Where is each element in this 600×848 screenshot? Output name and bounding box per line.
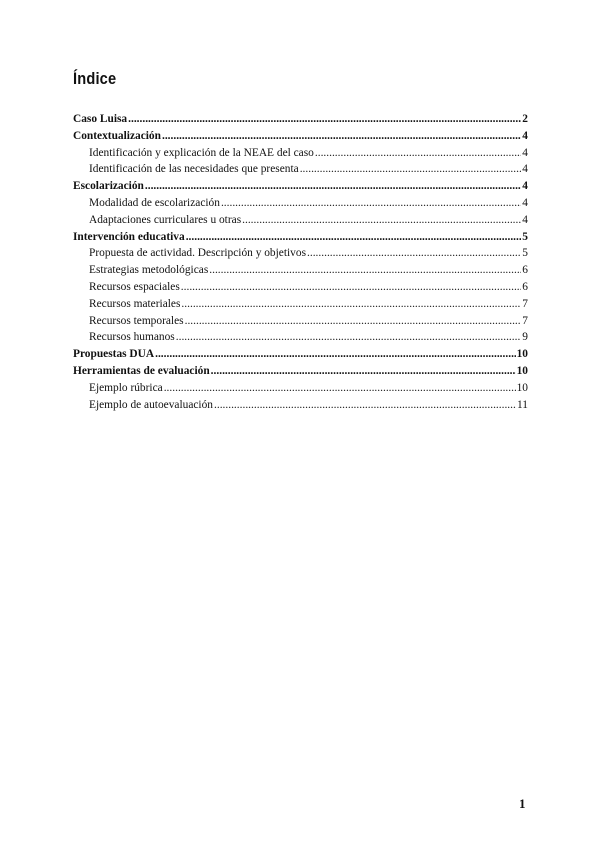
dot-leader [186, 229, 522, 246]
dot-leader [221, 195, 521, 212]
toc-entry-label: Identificación y explicación de la NEAE del caso [89, 146, 314, 159]
toc-entry-label: Modalidad de escolarización [89, 196, 220, 209]
toc-entry-recursos-humanos[interactable] [73, 329, 528, 346]
dot-leader [164, 380, 516, 397]
toc-entry-modalidad-escolarizacion[interactable] [73, 195, 528, 212]
toc-entry-label: Adaptaciones curriculares u otras [89, 213, 242, 226]
dot-leader [145, 178, 521, 195]
table-of-contents [73, 111, 528, 413]
toc-entry-propuestas-dua[interactable] [73, 346, 528, 363]
toc-entry-ejemplo-rubrica[interactable] [73, 380, 528, 397]
toc-entry-label: Propuestas DUA [73, 348, 155, 361]
toc-entry-escolarizacion[interactable] [73, 178, 528, 195]
toc-entry-label: Herramientas de evaluación [73, 364, 210, 377]
toc-entry-contextualizacion[interactable] [73, 128, 528, 145]
toc-entry-label: Recursos humanos [89, 331, 175, 344]
toc-entry-page: 4 [522, 196, 528, 209]
toc-entry-page: 2 [522, 113, 528, 125]
dot-leader [242, 212, 521, 229]
toc-entry-page: 6 [522, 264, 528, 277]
toc-entry-estrategias-metodologicas[interactable] [73, 262, 528, 279]
toc-entry-page: 10 [516, 348, 528, 361]
toc-entry-page: 4 [522, 129, 528, 142]
dot-leader [162, 128, 521, 145]
toc-entry-label: Caso Luisa [73, 113, 128, 125]
dot-leader [211, 363, 516, 380]
toc-entry-page: 10 [516, 381, 528, 394]
dot-leader [214, 397, 516, 414]
toc-entry-label: Propuesta de actividad. Descripción y objetivos [89, 247, 307, 260]
toc-entry-page: 5 [522, 230, 528, 243]
dot-leader [128, 111, 521, 128]
toc-entry-recursos-materiales[interactable] [73, 296, 528, 313]
toc-entry-propuesta-actividad[interactable] [73, 245, 528, 262]
toc-entry-label: Intervención educativa [73, 230, 185, 243]
dot-leader [307, 245, 521, 262]
toc-entry-label: Ejemplo de autoevaluación [89, 398, 213, 411]
dot-leader [176, 329, 522, 346]
toc-entry-label: Identificación de las necesidades que presenta [89, 163, 299, 176]
toc-entry-intervencion-educativa[interactable] [73, 229, 528, 246]
dot-leader [181, 296, 521, 313]
toc-entry-page: 9 [522, 331, 528, 344]
toc-entry-page: 4 [522, 213, 528, 226]
toc-entry-label: Ejemplo rúbrica [89, 381, 163, 394]
toc-entry-adaptaciones-curriculares[interactable] [73, 212, 528, 229]
page-title: Índice [73, 69, 117, 88]
dot-leader [185, 313, 522, 330]
toc-entry-recursos-temporales[interactable] [73, 313, 528, 330]
toc-entry-page: 10 [516, 364, 528, 377]
dot-leader [181, 279, 522, 296]
toc-entry-page: 7 [522, 297, 528, 310]
toc-entry-label: Recursos espaciales [89, 280, 180, 293]
toc-entry-ejemplo-autoevaluacion[interactable] [73, 397, 528, 414]
toc-entry-label: Recursos temporales [89, 314, 184, 327]
toc-entry-label: Estrategias metodológicas [89, 264, 209, 277]
toc-entry-caso-luisa[interactable] [73, 111, 528, 128]
toc-entry-page: 5 [522, 247, 528, 260]
toc-entry-label: Contextualización [73, 129, 161, 142]
dot-leader [315, 145, 521, 162]
page-number: 1 [519, 796, 526, 811]
toc-entry-recursos-espaciales[interactable] [73, 279, 528, 296]
dot-leader [300, 161, 522, 178]
toc-entry-page: 4 [522, 146, 528, 159]
dot-leader [209, 262, 521, 279]
toc-entry-page: 6 [522, 280, 528, 293]
toc-entry-herramientas-evaluacion[interactable] [73, 363, 528, 380]
toc-entry-page: 4 [522, 180, 528, 193]
dot-leader [155, 346, 516, 363]
toc-entry-page: 7 [522, 314, 528, 327]
toc-entry-page: 4 [522, 163, 528, 176]
toc-entry-label: Escolarización [73, 180, 144, 193]
toc-entry-identificacion-necesidades[interactable] [73, 161, 528, 178]
toc-entry-page: 11 [517, 398, 528, 411]
toc-entry-label: Recursos materiales [89, 297, 181, 310]
toc-entry-identificacion-neae[interactable] [73, 145, 528, 162]
